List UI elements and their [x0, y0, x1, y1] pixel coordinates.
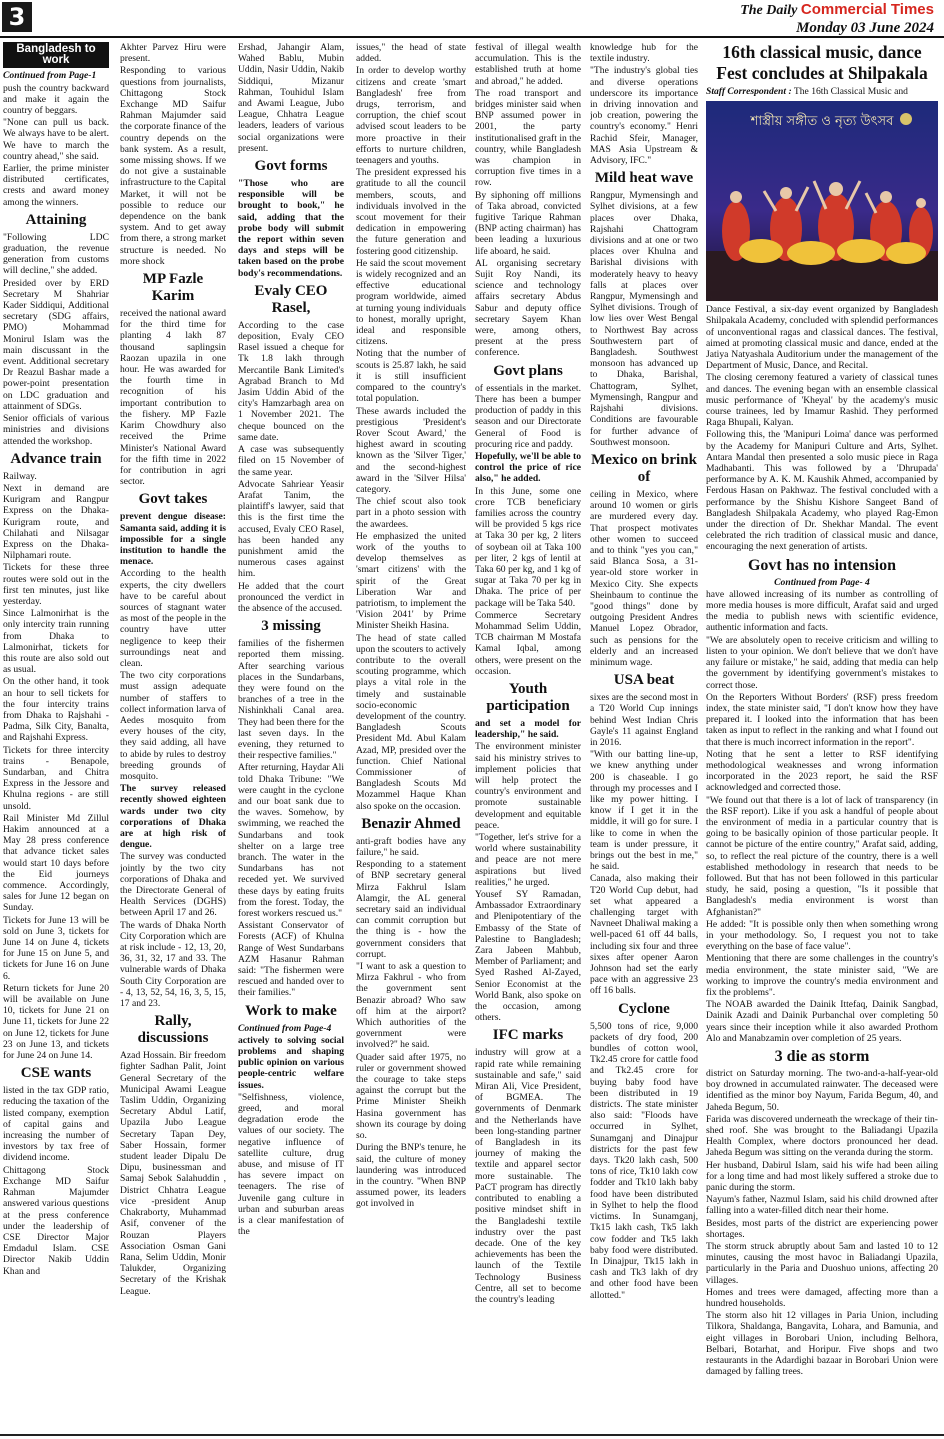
column-4: [356, 42, 466, 1432]
paragraph: The wards of Dhaka North City Corporation which are at risk include - 12, 13, 20, 36, 31, 32, 17 and 33. The vulnerable wards of Dhaka South City Corporation are - 4, 13, 52, 54, 16, 3, 5, 15, 17 and 23.: [120, 919, 226, 1010]
column-2: [120, 42, 226, 1432]
column-6: [590, 42, 698, 1432]
paragraph: Yousef SY Ramadan, Ambassador Extraordinary and Plenipotentiary of the Embassy of the State of Palestine to Bangladesh; Zara Jabeen Mahbub, Member of Parliament; and Syed Rashed Al-Zayed, Senior Economist at the World Bank, also spoke on the occasion, among others.: [475, 889, 581, 1024]
paragraph: Noting that the number of scouts is 25.87 lakh, he said it is still insufficient compared to the country's total population.: [356, 348, 466, 405]
paragraph: "Together, let's strive for a world where sustainability and peace are not mere aspirations but lived realities," he urged.: [475, 832, 581, 888]
paragraph: Presided over by ERD Secretary M Shahriar Kader Siddiqui, Additional secretary (SDG affairs, PMO) Mohammad Monirul Islam was the main discussant in the event. Additional secretary Dr Reazul Bashar made a power-point presentation on LDC graduation and attainment of SDGs.: [3, 277, 109, 412]
paragraph: issues," the head of state added.: [356, 42, 466, 65]
paragraph: In order to develop worthy citizens and create 'smart Bangladesh' free from drugs, terrorism, and corruption, the chief scout advised scout leaders to be more proactive in their efforts to nurture children, teenagers and youths.: [356, 65, 466, 167]
headline-mexico-on-brink: Mexico on brink of: [591, 451, 697, 485]
paragraph: Senior officials of various ministries and divisions attended the workshop.: [3, 413, 109, 447]
paragraph: Mentioning that there are some challenges in the country's media environment, the state minister said, "We are working to improve the country's media environment and fix the problems".: [706, 953, 938, 998]
paragraph: The chief scout also took part in a photo session with the awardees.: [356, 496, 466, 530]
headline-govt-plans: Govt plans: [493, 362, 563, 379]
paragraph: Responding to a statement of BNP secretary general Mirza Fakhrul Islam Alamgir, the AL general secretary said an individual can commit corruption but the thing is - how the government considers that corrupt.: [356, 859, 466, 960]
paragraph: "We found out that there is a lot of lack of transparency (in the RSF report). Like if you ask a handful of people about the environment of media in a particular country that is going to be basically opinion of those particular people. It cannot be picture of the entire country," Arafat said, adding, so, to reflect the real picture of the country, there is a well established methodology in research that needs to be followed. But that has not been followed in this particular study, he said, posing a question, "Is it possible that Bangladesh's media environment is worst than Afghanistan?": [706, 794, 938, 918]
paragraph: Commerce Secretary Mohammad Selim Uddin, TCB chairman M Mostafa Kamal Iqbal, among others, were present on the occasion.: [475, 609, 581, 677]
paragraph: Farida was discovered underneath the wreckage of their tin-shed roof. She was brought to the Baliadangi Upazila Health Complex, where doctors pronounced her dead. Jaheda Begum was sitting on the veranda during the storm.: [706, 1113, 938, 1159]
paragraph: Tickets for three intercity trains - Benapole, Sundarban, and Chitra Express in the Jessore and Khulna regions - are still unsold.: [3, 744, 109, 812]
paragraph: 5,500 tons of rice, 9,000 packets of dry food, 200 bundles of cotton wool, Tk2.45 crore for cattle food and Tk2.45 crore for buying baby food have been distributed in 19 districts. The state minister also said: "Floods have occurred in Sylhet, Sunamganj and Dinajpur districts for the past few days. Tk20 lakh cash, 500 tons of rice, Tk10 lakh cow fodder and Tk10 lakh baby food have been distributed in Sylhet to help the flood victims. In Sunamganj, Tk15 lakh cash, Tk5 lakh cow fodder and Tk5 lakh baby food were distributed. In Dinajpur, Tk15 lakh in cash and Tk3 lakh of dry and other food have been allotted.": [590, 1020, 698, 1301]
paragraph: He added that the court pronounced the verdict in the absence of the accused.: [238, 580, 344, 614]
paragraph: He emphasized the united work of the youths to develop themselves as 'smart citizens' with the spirit of the Great Liberation War and patriotism, to implement the 'Vision 2041' by Prime Minister Sheikh Hasina.: [356, 530, 466, 632]
paragraph: The road transport and bridges minister said when BNP assumed power in 2001, the party institutionalised graft in the country, while Bangladesh was champion in corruption five times in a row.: [475, 87, 581, 189]
headline-benazir-ahmed: Benazir Ahmed: [361, 815, 461, 832]
continued-note: Continued from Page-4: [238, 1022, 332, 1034]
column-5: [475, 42, 581, 1432]
paragraph: push the country backward and make it again the country of beggars.: [3, 82, 109, 117]
paragraph: Azad Hossain. Bir freedom fighter Sadhan Palit, Joint General Secretary of the Municipal Awami League Taslim Uddin, Organizing Secretary Abdul Latif, Upazila Jubo League Secretary Tapan Dey, Saber Hossain, former student leader Dipalu De Dipu, businessman and Samaj Sebok Salahuddin , District Chhatra League vice -president Anup Chakraborty, Muhammad Asif, convener of the Rouzan Players Association Osman Gani Rana, Selim Uddin, Monir Talukder, Organizing Secretary of the Krishak League.: [120, 1050, 226, 1297]
paragraph: The president expressed his gratitude to all the council members, scouts, and individuals involved in the scout movement for their dedication in empowering the future generation and fostering good citizenship.: [356, 167, 466, 257]
paragraph: listed in the tax GDP ratio, reducing the taxation of the listed company, exemption of capital gains and increasing the number of investors by tax free of dividend income.: [3, 1085, 109, 1164]
paragraph: Rail Minister Md Zillul Hakim announced at a May 28 press conference that advance ticket sales would start 10 days before the Eid journeys commence. Accordingly, sales for June 12 began on Sunday.: [3, 812, 109, 914]
continued-note: Continued from Page-1: [3, 70, 97, 82]
column-3: [238, 42, 344, 1432]
paragraph: Her husband, Dabirul Islam, said his wife had been ailing for a long time and had most likely suffered a stroke due to panic during the storm.: [706, 1159, 938, 1194]
headline-bangladesh-to-work: Bangladesh to work: [3, 42, 109, 68]
paragraph: Tickets for these three routes were sold out in the first ten minutes, just like yesterday.: [3, 562, 109, 607]
paragraph: "With our batting line-up, we knew anything under 200 is chaseable. I go through my processes and I like my power hitting. I know if I get it in the middle, it will go for sure. I like to come in when the team is under pressure, it brings out the best in me," he said.: [590, 749, 698, 873]
paragraph: AL organising secretary Sujit Roy Nandi, its science and technology affairs secretary Abdus Sabur and deputy office secretary Sayem Khan were, among others, present at the press conference.: [475, 257, 581, 359]
paragraph: have allowed increasing of its number as controlling of more media houses is more difficult, Arafat said and urged the media to publish news with scientific evidence, authentic information and facts.: [706, 588, 938, 634]
masthead-brand: Commercial Times: [800, 1, 934, 18]
paragraph: The survey released recently showed eighteen wards under two city corporations of Dhaka are at high risk of dengue.: [120, 783, 226, 851]
paragraph: The NOAB awarded the Dainik Ittefaq, Dainik Sangbad, Dainik Azadi and Dainik Purbanchal over completing 50 years since their inception while it also awarded Prothom Alo and Manabzamin over completion of 25 years.: [706, 999, 938, 1044]
paragraph: The closing ceremony featured a variety of classical tunes and dances. The evening began with an ensemble classical music performance of 'Kheyal' by the academy's music course trainees, led by Imamur Rashid. They performed Raga Bhupali, Kalyan.: [706, 372, 938, 429]
headline-govt-forms: Govt forms: [254, 158, 328, 175]
headline-evaly-ceo-rasel: Evaly CEO Rasel,: [254, 282, 328, 316]
headline-3-die-as-storm: 3 die as storm: [774, 1048, 870, 1065]
headline-mild-heat-wave: Mild heat wave: [594, 170, 694, 187]
paragraph: "The industry's global ties and diverse operations underscore its importance in driving innovation and job creation, powering the country's economy." Henri Rachid Sfeir, Manager, MAS Asia Upstream & Advisory, IFC.": [590, 65, 698, 167]
paragraph: received the national award for the third time for planting 4 lakh 87 thousand saplingsin Raozan upazila in one hour. He was awarded for the fourth time in recognition of his important contribution to the fishery. MP Fazle Karim Chowdhury also received the Prime Minister's National Award for the fifth time in 2022 for contribution in agri sector.: [120, 308, 226, 488]
paragraph: ceiling in Mexico, where around 10 women or girls are murdered every day. That prospect motivates other women to succeed and to think "yes you can," said Blanca Sosa, a 31-year-old store worker in Mexico City. She expects Sheinbaum to continue the "good things" done by outgoing President Andres Manuel Lopez Obrador, such as pensions for the elderly and an increased minimum wage.: [590, 488, 698, 668]
paragraph: Earlier, the prime minister distributed certificates, crests and award money among the winners.: [3, 163, 109, 208]
paragraph: Next in demand are Kurigram and Rangpur Express on the Dhaka-Kurigram route, and Chilahati and Nilsagar Express on the Dhaka-Nilphamari route.: [3, 482, 109, 562]
paragraph: Railway.: [3, 470, 37, 482]
headline-usa-beat: USA beat: [613, 672, 675, 689]
headline-mp-fazle-karim: MP Fazle Karim: [142, 271, 204, 305]
paragraph: festival of illegal wealth accumulation. This is the established truth at home and abroad," he added.: [475, 42, 581, 87]
paragraph: He added: "It is possible only then when something wrong in your methodology. So, I request you not to take everything on the base of face value".: [706, 918, 938, 953]
footer-rule: [0, 1434, 944, 1436]
byline-text: The 16th Classical Music and: [793, 86, 908, 97]
paragraph: A case was subsequently filed on 15 November of the same year.: [238, 444, 344, 478]
paragraph: "Those who are responsible will be brought to book," he said, adding that the probe body will submit the report within seven days and steps will be taken based on the probe body's recommendations.: [238, 178, 344, 279]
headline-classical-fest: 16th classical music, dance Fest concludes at Shilpakala: [716, 42, 928, 83]
paragraph: Nayum's father, Nazmul Islam, said his child drowned after falling into a water-filled ditch near their home.: [706, 1194, 938, 1217]
paragraph: Responding to various questions from journalists, Chittagong Stock Exchange MD Saifur Rahman Majumder said the corporate finance of the country depends on the bank system. As a result, some missing shows. If we do not give a sustainable infrastructure to the Capital Market, it will not be possible to reduce our dependence on the bank system. And to get away from there, a strong market structure is needed. No more shock: [120, 65, 226, 267]
paragraph: Dance Festival, a six-day event organized by Bangladesh Shilpakala Academy, concluded with splendid performances of unconventional ragas and classical dances. The festival, aimed at promoting classical music and dance, ended at the Jatiya Natyashala Auditorium under the management of the Department of Music, Dance, and Recital.: [706, 304, 938, 372]
paragraph: Ershad, Jahangir Alam, Wahed Bablu, Mubin Uddin, Nasir Uddin, Nakib Siddiqui, Mizanur Rahman, Touhidul Islam and Awami League, Jubo League, Chhatra League leaders, leaders of various social organizations were present.: [238, 42, 344, 154]
paragraph: "I want to ask a question to Mirza Fakhrul - who from the government sent Benazir abroad? Who saw off him at the airport? Which authorities of the government were involved?" he said.: [356, 961, 466, 1051]
paragraph: On the Reporters Without Borders' (RSF) press freedom index, the state minister said, "I don't know how they have prepared it. I looked into the information that has been taken as input to reflect in the ranking and what I found out that there is much incorrect information in the report".: [706, 691, 938, 748]
column-7: [706, 42, 938, 1432]
byline-label: Staff Correspondent :: [706, 86, 792, 97]
paragraph: Quader said after 1975, no ruler or government showed the courage to take steps against the corrupt but the Prime Minister Sheikh Hasina government has shown its courage by doing so.: [356, 1051, 466, 1142]
paragraph: After returning, Haydar Ali told Dhaka Tribune: "We were caught in the cyclone and our boat sank due to the waves. Somehow, by swimming, we reached the Sundarbans and took shelter on a large tree branch. The water in the Sundarbans has not receded yet. We survived these days by eating fruits from the forest. Today, the forest workers rescued us.": [238, 762, 344, 920]
headline-youth-participation: Youth participation: [486, 680, 570, 714]
paragraph: Noting that he sent a letter to RSF identifying methodological weaknesses and wrong information incorporated in the 2023 report, he said the RSF acknowledged and corrected those.: [706, 748, 938, 794]
paragraph: Chittagong Stock Exchange MD Saifur Rahman Majumder answered various questions at the press conference under the leadership of CSE Director Major Emdadul Islam. CSE Director Nakib Uddin Khan and: [3, 1164, 109, 1277]
header-rule: [0, 36, 944, 38]
issue-date: Monday 03 June 2024: [796, 20, 934, 36]
paragraph: The two city corporations must assign adequate number of staffers to collect information larva of Aedes mosquito from every houses of the city, they said adding, all have to abide by rules to destroy breeding grounds of mosquito.: [120, 670, 226, 782]
paragraph: and set a model for leadership," he said.: [475, 717, 581, 741]
paragraph: Homes and trees were damaged, affecting more than a hundred households.: [706, 1286, 938, 1310]
headline-govt-takes: Govt takes: [138, 491, 208, 508]
paragraph: Akhter Parvez Hiru were present.: [120, 42, 226, 65]
headline-govt-no-intension: Govt has no intension: [747, 556, 897, 574]
paragraph: These awards included the prestigious 'President's Rover Scout Award,' the highest award in scouting known as the 'Silver Tiger,' and the second-highest award in the 'Silver Hilsa' category.: [356, 405, 466, 495]
paragraph: Advocate Sahriear Yeasir Arafat Tanim, the plaintiff's lawyer, said that this is the first time the accused, Evaly CEO Rasel, has been handed any punishment amid the numerous cases against him.: [238, 478, 344, 580]
paragraph: The storm also hit 12 villages in Paria Union, including Tilkora, Shaldanga, Bangavita, Lohara, and Bamunia, and eight villages in Borobari Union, including Belhora, Belbari, Botarhat, and Horipur. Five shops and two restaurants in the Adardighi bazaar in Borobari Union were damaged by falling trees.: [706, 1310, 938, 1378]
paragraph: Following this, the 'Manipuri Loima' dance was performed by the Academy for Manipuri Culture and Arts, Sylhet. Antara Mandal then presented a solo music piece in Raga Madhabanti. This was followed by a 'Dhrupada' performance by A. K. M. Kaushik Ahmed, accompanied by Ferdous Hasan on Pakhwaz. The festival concluded with a performance by the Shishu Kishore Sangeet Band of Bangladesh Shilpakala Academy, who played Rag-Emon under the direction of Dr. Shekhar Mandal. The event celebrated the rich tradition of classical music and dance, encouraging the next generation of artists.: [706, 429, 938, 553]
paragraph: anti-graft bodies have any failure," he said.: [356, 835, 466, 859]
paragraph: According to the health experts, the city dwellers have to be careful about sources of stagnant water as most of the people in the country have utter negligence to keep their surroundings neat and clean.: [120, 568, 226, 669]
paragraph: "None can pull us back. We always have to be alert. We have to march the country ahead," she said.: [3, 117, 109, 162]
paragraph: Canada, also making their T20 World Cup debut, had set what appeared a challenging target with Navneet Dhaliwal making a well-paced 61 off 44 balls, including six four and three sixes after opener Aaron Johnson had set the early pace with an aggressive 23 off 16 balls.: [590, 873, 698, 997]
paragraph: Assistant Conservator of Forests (ACF) of Khulna Range of West Sundarbans AZM Hasanur Rahman said: "The fishermen were rescued and handed over to their families.": [238, 920, 344, 999]
paragraph: According to the case deposition, Evaly CEO Rasel issued a cheque for Tk 1.8 lakh through Mercantile Bank Limited's Agrabad Branch to Md Jasim Uddin Abid of the city's Hamzarbagh area on 1 November 2021. The cheque bounced on the same date.: [238, 319, 344, 443]
paragraph: Return tickets for June 20 will be available on June 10, tickets for June 21 on June 11, tickets for June 22 on June 12, tickets for June 23 on June 13, and tickets for June 24 on June 14.: [3, 982, 109, 1062]
paragraph: During the BNP's tenure, he said, the culture of money laundering was introduced in the country. "When BNP assumed power, its leaders got involved in: [356, 1142, 466, 1210]
paragraph: families of the fishermen reported them missing. After searching various places in the Sundarbans, they were found on the branches of a tree in the Nishinkhali Canal area. They had been there for the last seven days. In the evening, they returned to their respective families.": [238, 638, 344, 762]
paragraph: prevent dengue disease: Samanta said, adding it is impossible for a single institution to handle the menace.: [120, 511, 226, 568]
paragraph: "We are absolutely open to receive criticism and willing to listen to your opinion. We don't believe that we don't have any failure or mistake," he said, adding that media can help the government by identifying government's mistakes to correct those.: [706, 634, 938, 691]
headline-work-to-make: Work to make: [245, 1002, 337, 1019]
paragraph: Besides, most parts of the district are experiencing power shortages.: [706, 1217, 938, 1240]
paragraph: Hopefully, we'll be able to control the price of rice also," he added.: [475, 450, 581, 485]
paragraph: district on Saturday morning. The two-and-a-half-year-old boy drowned in accumulated rainwater. The deceased were identified as the minor boy Nayum, Farida Begum, 40, and Jaheda Begum, 50.: [706, 1068, 938, 1113]
paragraph: On the other hand, it took an hour to sell tickets for the four intercity trains from Dhaka to Rajshahi - Padma, Silk City, Banalta, and Rajshahi Express.: [3, 676, 109, 744]
dance-performance-photo: [706, 101, 938, 301]
headline-ifc-marks: IFC marks: [492, 1027, 564, 1044]
paragraph: The survey was conducted jointly by the two city corporations of Dhaka and the Directorate General of Health Services (DGHS) between April 17 and 26.: [120, 851, 226, 919]
masthead-the-daily: The Daily: [740, 3, 798, 18]
paragraph: of essentials in the market. There has been a bumper production of paddy in this season and our Directorate General of Food is procuring rice and paddy.: [475, 382, 581, 450]
page-number: 3: [2, 2, 32, 32]
paragraph: In this June, some one crore TCB beneficiary families across the country will be provided 5 kgs rice at Taka 30 per kg, 2 liters of soybean oil at Taka 100 per liter, 2 kgs of lentil at Taka 60 per kg, and 1 kg of sugar at Taka 70 per kg in Dhaka. The price of per package will be Taka 540.: [475, 485, 581, 609]
paragraph: Rangpur, Mymensingh and Sylhet divisions, at a few places over Dhaka, Rajshahi Chattogram divisions and at one or two places over Khulna and Barishal divisions with moderately heavy to heavy falls at places over Rangpur, Mymensingh and Sylhet divisions. Trough of low lies over West Bengal to Northwest Bay across Southwestern part of Bangladesh. Southwest monsoon has advanced up to Dhaka, Barishal, Chattogram, Sylhet, Mymensingh, Rangpur and Rajshahi divisions. Conditions are favourable for further advance of Southwest monsoon.: [590, 190, 698, 448]
paragraph: sixes are the second most in a T20 World Cup innings behind West Indian Chris Gayle's 11 against England in 2016.: [590, 692, 698, 748]
headline-cyclone: Cyclone: [618, 1000, 670, 1017]
paragraph: The environment minister said his ministry strives to implement policies that will help protect the country's environment and promote sustainable development and equitable peace.: [475, 741, 581, 831]
photo-banner: শাস্ত্রীয় সঙ্গীত ও নৃত্য উৎসব: [750, 114, 894, 130]
paragraph: The head of state called upon the scouters to actively contribute to the overall scouting programme, which plays a vital role in the timely and sustainable socio-economic development of the country. Bangladesh Scouts President Md. Abul Kalam Azad, MP, presided over the function. Chief National Commissioner of Bangladesh Scouts Md Mozammel Haque Khan also spoke on the occasion.: [356, 632, 466, 812]
paragraph: industry will grow at a rapid rate while remaining sustainable and safe," said Miran Ali, Vice President, of BGMEA. The governments of Denmark and the Netherlands have been long-standing partner of Bangladesh in its journey of making the textile and apparel sector more sustainable. The PaCT program has directly contributed to enabling a positive mindset shift in the Bangladeshi textile industry over the past decade. One of the key achievements has been the launch of the Textile Technology Business Centre, all set to become the country's leading: [475, 1047, 581, 1305]
paragraph: "Following LDC graduation, the revenue generation from customs will decline," she added.: [3, 231, 109, 277]
headline-3-missing: 3 missing: [261, 618, 321, 635]
continued-note: Continued from Page- 4: [774, 576, 870, 588]
page-header: [0, 0, 944, 36]
column-1: [3, 42, 109, 1432]
paragraph: Since Lalmonirhat is the only intercity train running from Dhaka to Lalmonirhat, tickets for this route are also sold out as usual.: [3, 608, 109, 676]
masthead: [740, 1, 934, 37]
headline-advance-train: Advance train: [10, 450, 102, 467]
paragraph: "Selfishness, violence, greed, and moral degradation erode the values of our society. The negative influence of satellite culture, drug abuse, and misuse of IT has severe impact on teenagers. The rise of Juvenile gang culture in urban and suburban areas is a clear manifestation of the: [238, 1091, 344, 1238]
headline-attaining: Attaining: [25, 211, 87, 228]
headline-rally-discussions: Rally, discussions: [137, 1013, 209, 1047]
paragraph: actively to solving social problems and shaping public opinion on various people-centric welfare issues.: [238, 1034, 344, 1091]
paragraph: The storm struck abruptly about 5am and lasted 10 to 12 minutes, causing the most havoc in Baliadangi Upazila, particularly in the Paria and Duoshuo unions, affecting 20 villages.: [706, 1241, 938, 1286]
headline-cse-wants: CSE wants: [20, 1065, 92, 1082]
paragraph: knowledge hub for the textile industry.: [590, 42, 698, 65]
paragraph: Tickets for June 13 will be sold on June 3, tickets for June 14 on June 4, tickets for June 15 on June 5, and tickets for June 16 on June 6.: [3, 914, 109, 982]
paragraph: He said the scout movement is widely recognized and an effective educational program worldwide, aimed at turning young individuals to honest, morally upright, ideal and responsible citizens.: [356, 257, 466, 348]
paragraph: By siphoning off millions of Taka abroad, convicted fugitive Tarique Rahman (BNP acting chairman) has been leading a luxurious life aboard, he said.: [475, 189, 581, 257]
